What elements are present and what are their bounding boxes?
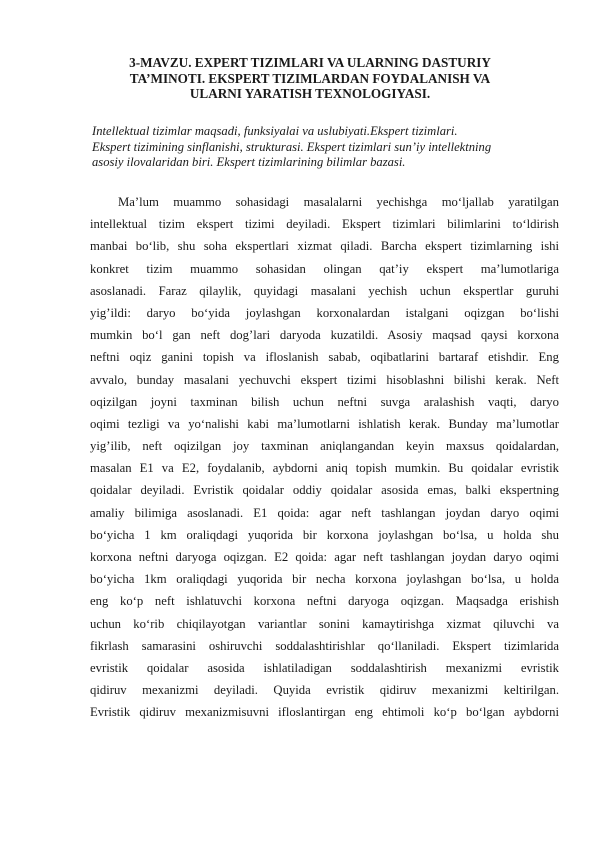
body-line: manbai bo‘lib, shu soha ekspertlari xizmat qiladi. Barcha ekspert tizimlarning ishi [90, 239, 559, 254]
body-line: uchun ko‘rib chiqilayotgan variantlar sonini kamaytirishga xizmat qiluvchi va [90, 616, 559, 631]
title-line: ULARNI YARATISH TEXNOLOGIYASI. [189, 86, 431, 101]
summary-line: Intellektual tizimlar maqsadi, funksiyalai va uslubiyati.Ekspert tizimlari. [92, 124, 458, 138]
body-line: intellektual tizim ekspert tizimi deyiladi. Ekspert tizimlari bilimlarini to‘ldirish [90, 217, 559, 232]
summary-line: asosiy ilovalaridan biri. Ekspert tizimlarining bilimlar bazasi. [92, 155, 406, 169]
body-line: evristik qoidalar asosida ishlatiladigan soddalashtirish mexanizmi evristik [90, 660, 559, 675]
topic-summary [92, 124, 552, 171]
title-line: TA’MINOTI. EKSPERT TIZIMLARDAN FOYDALANISH VA [129, 70, 491, 86]
body-line: mumkin bo‘l gan neft dog’lari daryoda kuzatildi. Asosiy maqsad qaysi korxona [90, 328, 559, 343]
body-line: fikrlash samarasini oshiruvchi soddalashtirishlar qo‘llaniladi. Ekspert tizimlarida [90, 638, 559, 653]
body-line: qidiruv mexanizmi deyiladi. Quyida evristik qidiruv mexanizmi keltirilgan. [90, 683, 559, 698]
title-line: 3-MAVZU. EXPERT TIZIMLARI VA ULARNING DASTURIY [129, 55, 491, 70]
body-line: eng ko‘p neft ishlatuvchi korxona neftni daryoga oqizgan. Maqsadga erishish [90, 594, 559, 609]
summary-line: Ekspert tizimining sinflanishi, strukturasi. Ekspert tizimlari sun’iy intellektning [92, 139, 492, 154]
body-line: oqimi tezligi va yo‘nalishi kabi ma’lumotlarni ishlatish kerak. Bunday ma’lumotlar [90, 416, 559, 431]
body-line: yig’ilib, neft oqizilgan joy taxminan aniqlangandan keyin maxsus qoidalardan, [90, 439, 559, 454]
body-line: avvalo, bunday masalani yechuvchi ekspert tizimi hisoblashni bilishi kerak. Neft [90, 372, 559, 387]
body-line: neftni oqiz ganini topish va ifloslanish sabab, oqibatlarini bartaraf etishdir. Eng [90, 350, 559, 365]
body-line: bo‘yicha 1km oraliqdagi yuqorida bir necha korxona joylashgan bo‘lsa, u holda [90, 572, 559, 587]
body-line: oqizilgan joyni taxminan bilish uchun neftni suvga aralashish vaqti, daryo [90, 394, 559, 409]
body-line: asoslanadi. Faraz qilaylik, quyidagi masalani yechish uchun ekspertlar guruhi [90, 283, 559, 298]
body-line: masalan E1 va E2, foydalanib, aybdorni aniq topish mumkin. Bu qoidalar evristik [90, 461, 559, 476]
body-line: yig’ildi: daryo bo‘yida joylashgan korxonalardan istalgani oqizgan bo‘lishi [90, 305, 559, 320]
body-line: konkret tizim muammo sohasidan olingan qat’iy ekspert ma’lumotlariga [90, 261, 559, 276]
body-line: Ma’lum muammo sohasidagi masalalarni yechishga mo‘ljallab yaratilgan [118, 195, 559, 209]
body-paragraph [90, 191, 559, 724]
body-line: korxona neftni daryoga oqizgan. E2 qoida: agar neft tashlangan joydan daryo oqimi [90, 550, 559, 564]
body-line: amaliy bilimiga asoslanadi. E1 qoida: agar neft tashlangan joydan daryo oqimi [90, 505, 559, 520]
document-title [90, 55, 530, 102]
body-line: Evristik qidiruv mexanizmisuvni ifloslantirgan eng ehtimoli ko‘p bo‘lgan aybdorni [90, 705, 559, 720]
body-line: bo‘yicha 1 km oraliqdagi yuqorida bir korxona joylashgan bo‘lsa, u holda shu [90, 527, 559, 542]
body-line: qoidalar deyiladi. Evristik qoidalar oddiy qoidalar asosida emas, balki ekspertning [90, 483, 559, 498]
